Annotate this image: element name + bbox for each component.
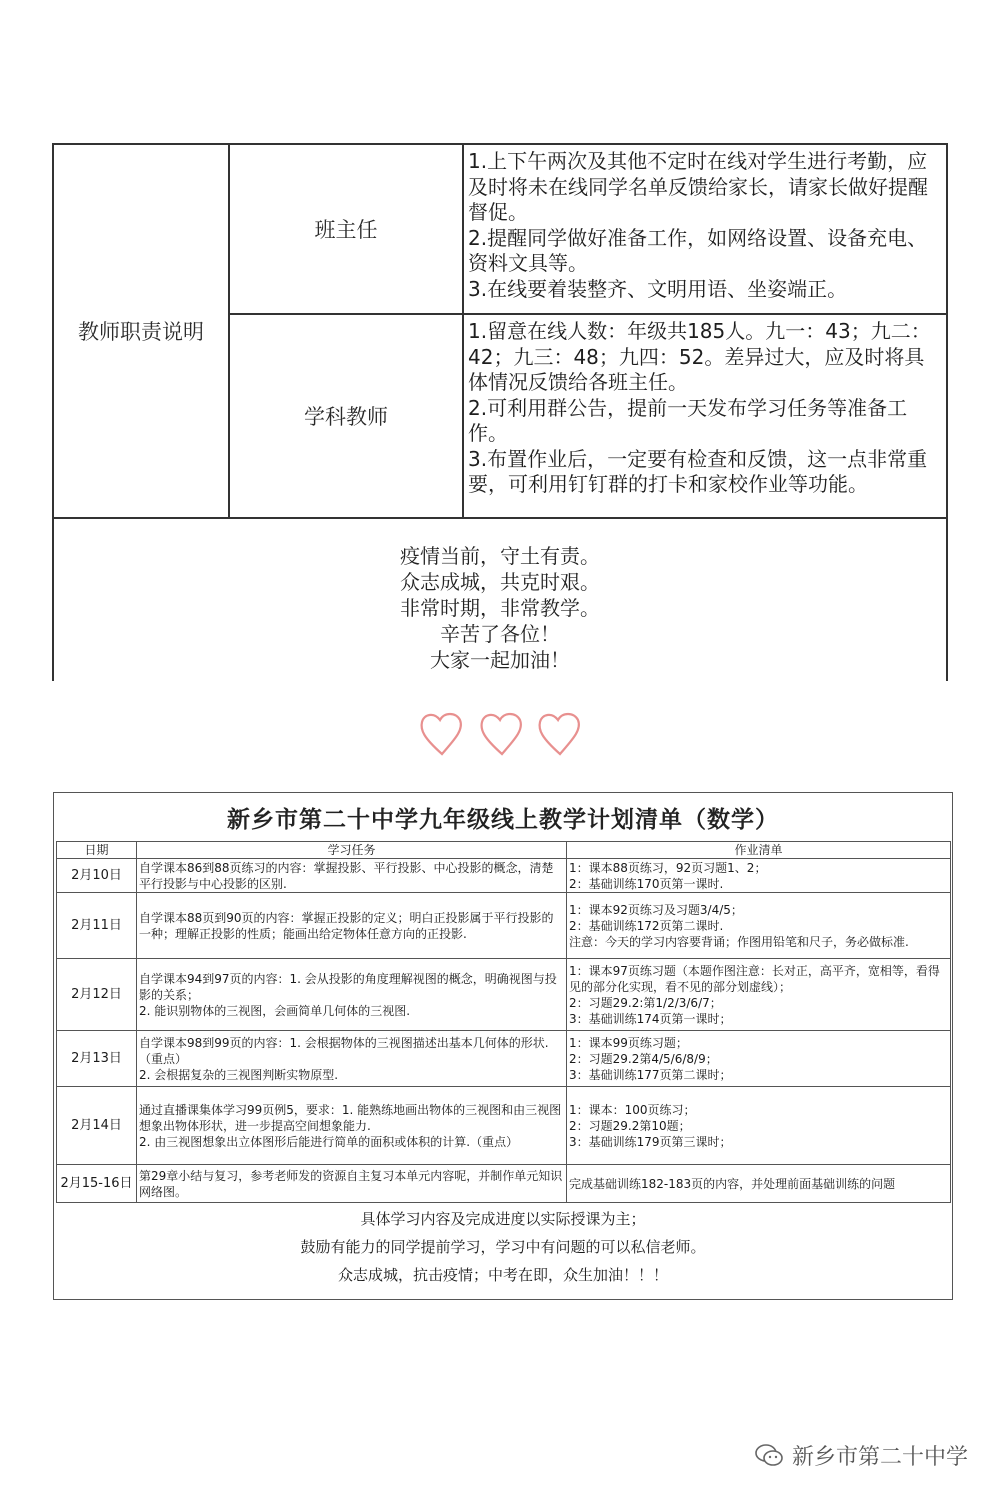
role-head-teacher: 班主任 (230, 145, 464, 315)
row-date: 2月11日 (57, 893, 137, 959)
slogan-line: 疫情当前，守土有责。 (400, 544, 600, 568)
row-task (137, 859, 567, 893)
row-task (137, 959, 567, 1031)
row-task (137, 1165, 567, 1203)
row-date: 2月13日 (57, 1031, 137, 1087)
footer-line: 众志成城，抗击疫情；中考在即，众生加油！！！ (337, 1266, 668, 1284)
row-homework (567, 859, 951, 893)
row-date: 2月10日 (57, 859, 137, 893)
plan-table (56, 841, 951, 1203)
duty-line: 3.布置作业后，一定要有检查和反馈，这一点非常重要，可利用钉钉群的打卡和家校作业等功能。 (468, 446, 928, 496)
homework-line: 3：基础训练177页第二课时； (569, 1067, 732, 1082)
heart-outline-icon (418, 708, 466, 758)
row-task (137, 1087, 567, 1165)
table-row (57, 959, 951, 1031)
role-subject-teacher: 学科教师 (230, 315, 464, 519)
table-row (57, 859, 951, 893)
task-line: 自学课本94到97页的内容：1. 会从投影的角度理解视图的概念，明确视图与投影的关系； (139, 971, 557, 1002)
heart-outline-icon (478, 708, 526, 758)
homework-line: 3：基础训练174页第一课时； (569, 1011, 732, 1026)
homework-line: 2：习题29.2:第1/2/3/6/7； (569, 995, 722, 1010)
row-homework (567, 1165, 951, 1203)
homework-line: 3：基础训练179页第三课时； (569, 1134, 732, 1149)
row-date: 2月14日 (57, 1087, 137, 1165)
homework-line: 1：课本：100页练习； (569, 1102, 696, 1117)
footer-line: 鼓励有能力的同学提前学习，学习中有问题的可以私信老师。 (300, 1238, 706, 1256)
row-homework (567, 1031, 951, 1087)
homework-line: 注意：今天的学习内容要背诵；作图用铅笔和尺子，务必做标准. (569, 934, 909, 949)
header-date: 日期 (57, 842, 137, 859)
wechat-watermark (754, 1438, 968, 1472)
row-task (137, 893, 567, 959)
duty-line: 2.可利用群公告，提前一天发布学习任务等准备工作。 (468, 395, 908, 445)
slogan-line: 辛苦了各位！ (440, 622, 560, 646)
homework-line: 2：习题29.2第4/5/6/8/9； (569, 1051, 718, 1066)
wechat-icon (754, 1442, 784, 1468)
plan-footer (54, 1205, 952, 1289)
task-line: 自学课本86到88页练习的内容：掌握投影、平行投影、中心投影的概念，清楚平行投影与中心投影的区别. (139, 860, 554, 891)
hearts-decoration (418, 708, 588, 764)
task-line: 自学课本98到99页的内容：1. 会根据物体的三视图描述出基本几何体的形状.（重点） (139, 1035, 549, 1066)
homework-line: 1：课本92页练习及习题3/4/5； (569, 902, 743, 917)
heart-outline-icon (536, 708, 584, 758)
task-line: 自学课本88页到90页的内容：掌握正投影的定义；明白正投影属于平行投影的一种；理解正投影的性质；能画出给定物体任意方向的正投影. (139, 910, 554, 941)
duty-line: 3.在线要着装整齐、文明用语、坐姿端正。 (468, 276, 848, 301)
duty-line: 1.留意在线人数：年级共185人。九一：43；九二：42；九三：48；九四：52。差异过大，应及时将具体情况反馈给各班主任。 (468, 319, 931, 394)
row-date: 2月15-16日 (57, 1165, 137, 1203)
homework-line: 完成基础训练182-183页的内容，并处理前面基础训练的问题 (569, 1176, 896, 1191)
task-line: 2. 由三视图想象出立体图形后能进行简单的面积或体积的计算.（重点） (139, 1134, 519, 1149)
table-header-row (57, 842, 951, 859)
homework-line: 2：习题29.2第10题； (569, 1118, 691, 1133)
task-line: 通过直播课集体学习99页例5，要求：1. 能熟练地画出物体的三视图和由三视图想象出物体形状，进一步提高空间想象能力. (139, 1102, 562, 1133)
duty-line: 2.提醒同学做好准备工作，如网络设置、设备充电、资料文具等。 (468, 225, 928, 275)
row-homework (567, 893, 951, 959)
homework-line: 2：基础训练172页第二课时. (569, 918, 724, 933)
table-row (57, 1165, 951, 1203)
row-task (137, 1031, 567, 1087)
header-task: 学习任务 (137, 842, 567, 859)
task-line: 2. 会根据复杂的三视图判断实物原型. (139, 1067, 339, 1082)
head-teacher-duties (464, 145, 946, 315)
table-row (57, 893, 951, 959)
slogan-line: 非常时期，非常教学。 (400, 596, 600, 620)
slogan-block (54, 519, 946, 681)
header-homework: 作业清单 (567, 842, 951, 859)
teaching-plan-sheet (53, 792, 953, 1300)
task-line: 2. 能识别物体的三视图，会画简单几何体的三视图. (139, 1003, 411, 1018)
duty-line: 1.上下午两次及其他不定时在线对学生进行考勤，应及时将未在线同学名单反馈给家长，请家长做好提醒督促。 (468, 149, 928, 224)
table-row (57, 1031, 951, 1087)
homework-line: 1：课本88页练习，92页习题1、2； (569, 860, 767, 875)
teacher-duty-table (52, 143, 948, 681)
slogan-line: 大家一起加油！ (430, 648, 570, 672)
row-homework (567, 1087, 951, 1165)
subject-teacher-duties (464, 315, 946, 519)
homework-line: 1：课本99页练习题； (569, 1035, 688, 1050)
footer-line: 具体学习内容及完成进度以实际授课为主； (360, 1210, 646, 1228)
task-line: 第29章小结与复习，参考老师发的资源自主复习本单元内容呢，并制作单元知识网络图。 (139, 1168, 563, 1199)
watermark-text: 新乡市第二十中学 (791, 1444, 968, 1470)
duty-category: 教师职责说明 (54, 145, 230, 519)
slogan-line: 众志成城，共克时艰。 (400, 570, 600, 594)
table-row (57, 1087, 951, 1165)
row-date: 2月12日 (57, 959, 137, 1031)
homework-line: 2：基础训练170页第一课时. (569, 876, 724, 891)
plan-title: 新乡市第二十中学九年级线上教学计划清单（数学） (227, 805, 779, 833)
homework-line: 1：课本97页练习题（本题作图注意：长对正，高平齐，宽相等，看得见的部分化实现，看不见的部分划虚线）； (569, 963, 940, 994)
row-homework (567, 959, 951, 1031)
